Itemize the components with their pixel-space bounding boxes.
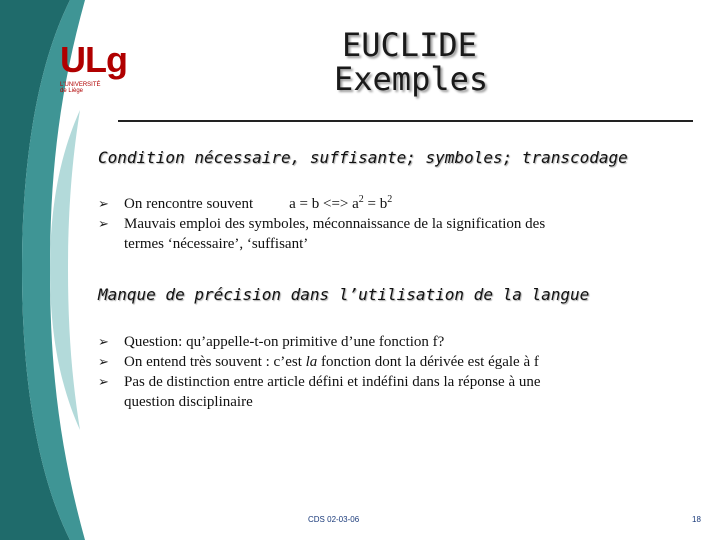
bullet-arrow-icon: ➢: [98, 334, 109, 349]
list-item: [98, 194, 658, 214]
item-text-line-2: termes ‘nécessaire’, ‘suffisant’: [124, 236, 309, 252]
item-equation: a = b <=> $a^2 = b^2$: [289, 194, 393, 212]
page-number: 18: [692, 515, 701, 524]
section-heading-2: Manque de précision dans l’utilisation de la langue: [98, 285, 590, 304]
page-title: [300, 28, 560, 96]
bullet-arrow-icon: ➢: [98, 354, 109, 369]
item-text-line-1: Mauvais emploi des symboles, méconnaissance de la signification des: [124, 216, 546, 232]
section-2-list: [98, 332, 658, 412]
emphasis-article: la: [305, 354, 318, 370]
decorative-sidebar: [0, 0, 90, 540]
logo-text: ULg: [60, 39, 127, 80]
item-lead-text: On rencontre souvent: [124, 196, 254, 212]
list-item: [98, 214, 658, 254]
list-item: ➢ On entend très souvent : c’est la fonction dont la dérivée est égale à f: [98, 354, 539, 370]
footer-date: CDS 02-03-06: [308, 515, 360, 524]
bullet-arrow-icon: ➢: [98, 216, 109, 231]
bullet-arrow-icon: ➢: [98, 374, 109, 389]
title-divider: [118, 120, 693, 122]
item-text: Question: qu’appelle-t-on primitive d’une fonction f?: [124, 334, 445, 350]
title-line-2: Exemples: [334, 60, 489, 98]
title-line-1: EUCLIDE: [342, 26, 477, 64]
item-text-line-2: question disciplinaire: [124, 394, 253, 410]
list-item: [98, 372, 658, 412]
section-1-list: [98, 194, 658, 254]
bullet-arrow-icon: ➢: [98, 196, 109, 211]
list-item: [98, 332, 658, 352]
university-logo: [28, 20, 127, 94]
logo-subtext: L'UNIVERSITÉ de Liège: [60, 82, 101, 94]
section-heading-1: Condition nécessaire, suffisante; symboles; transcodage: [98, 148, 628, 167]
item-text-line-1: Pas de distinction entre article défini et indéfini dans la réponse à une: [124, 374, 541, 390]
